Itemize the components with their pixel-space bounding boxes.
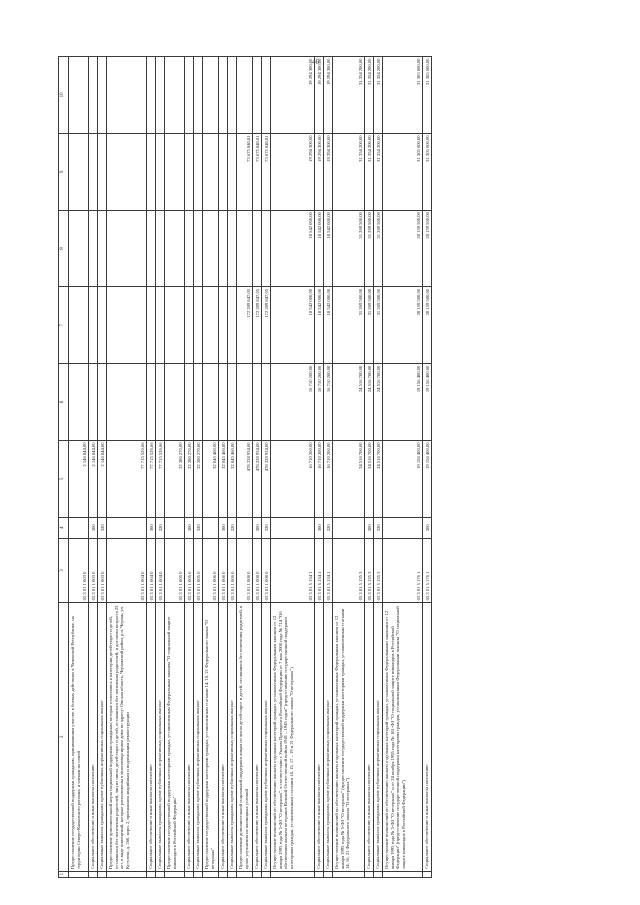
table-cell-c10: 19 294 300,00 [271, 57, 315, 134]
table-cell-c2: Социальные выплаты гражданам, кроме публичных нормативных социальных выплат [374, 602, 383, 871]
table-cell-c3: 05 3 01 5 176 1 [423, 538, 432, 602]
table-cell-c6 [156, 364, 165, 441]
table-cell-c6 [237, 364, 253, 441]
table-row [253, 57, 262, 878]
table-row [315, 57, 324, 878]
table-cell-c5: 22 280 270,00 [194, 440, 203, 517]
table-row [423, 57, 432, 878]
table-cell-c10 [194, 57, 203, 134]
table-cell-c4: 300 [185, 517, 194, 538]
table-cell-c3: 05 3 01 5 135 3 [365, 538, 374, 602]
table-cell-blank [237, 871, 253, 877]
table-cell-c8 [147, 210, 156, 287]
table-cell-c9 [98, 133, 107, 210]
table-cell-c6: 16 710 200,00 [324, 364, 333, 441]
table-cell-c5: 24 516 700,00 [365, 440, 374, 517]
table-cell-c3: 05 3 01 1 005 0 [194, 538, 203, 602]
table-cell-c2: Социальные выплаты гражданам, кроме публичных нормативных социальных выплат [228, 602, 237, 871]
table-cell-c4: 300 [365, 517, 374, 538]
table-cell-c6: 24 516 700,00 [333, 364, 365, 441]
table-cell-c6 [107, 364, 147, 441]
table-cell-c7 [194, 287, 203, 364]
table-cell-c8: 18 542 000,00 [315, 210, 324, 287]
table-cell-c5: 19 156 400,00 [423, 440, 432, 517]
table-cell-c3: 05 3 01 5 134 1 [324, 538, 333, 602]
table-cell-blank [98, 871, 107, 877]
table-cell-c8: 31 269 500,00 [333, 210, 365, 287]
table-cell-c8 [69, 210, 89, 287]
table-cell-c8: 18 542 000,00 [271, 210, 315, 287]
table-cell-c6 [98, 364, 107, 441]
header-cell: 6 [59, 364, 69, 441]
table-cell-c10 [69, 57, 89, 134]
table-cell-c6 [219, 364, 228, 441]
table-cell-c8 [194, 210, 203, 287]
table-cell-c4: 320 [262, 517, 271, 538]
table-cell-c7 [147, 287, 156, 364]
table-cell-c8: 31 269 500,00 [365, 210, 374, 287]
table-cell-c9 [156, 133, 165, 210]
table-row [98, 57, 107, 878]
table-cell-c6: 19 156 400,00 [423, 364, 432, 441]
table-cell-c8: 18 542 000,00 [324, 210, 333, 287]
table-cell-c5: 478 228 934,00 [253, 440, 262, 517]
table-cell-c7 [89, 287, 98, 364]
table-cell-c3: 05 3 01 1 006 0 [219, 538, 228, 602]
table-cell-c3: 05 3 01 1 003 0 [98, 538, 107, 602]
table-cell-blank [219, 871, 228, 877]
rotated-page [58, 56, 614, 878]
table-cell-c4: 320 [156, 517, 165, 538]
table-cell-c9 [228, 133, 237, 210]
table-cell-c4 [383, 517, 423, 538]
table-cell-c4: 320 [228, 517, 237, 538]
table-cell-c5: 22 280 270,00 [185, 440, 194, 517]
table-cell-c10: 31 354 200,00 [333, 57, 365, 134]
table-cell-c7 [185, 287, 194, 364]
table-cell-c3: 05 3 01 5 176 1 [383, 538, 423, 602]
table-cell-c4: 320 [374, 517, 383, 538]
table-cell-c7 [203, 287, 219, 364]
table-cell-c6 [69, 364, 89, 441]
table-cell-c6: 19 156 400,00 [383, 364, 423, 441]
table-cell-blank [69, 871, 89, 877]
table-cell-c10 [165, 57, 185, 134]
table-cell-c7 [69, 287, 89, 364]
table-cell-c10: 31 354 200,00 [365, 57, 374, 134]
table-cell-c5: 24 516 700,00 [374, 440, 383, 517]
table-cell-c2: Социальные выплаты гражданам, кроме публичных нормативных социальных выплат [194, 602, 203, 871]
table-cell-c4 [271, 517, 315, 538]
table-cell-c9: 31 354 200,00 [333, 133, 365, 210]
table-cell-c8: 28 159 500,00 [423, 210, 432, 287]
table-cell-c9: 19 294 300,00 [324, 133, 333, 210]
table-cell-c10: 31 354 200,00 [374, 57, 383, 134]
table-cell-c5: 32 045 460,00 [228, 440, 237, 517]
table-cell-c3: 05 3 01 1 003 0 [69, 538, 89, 602]
table-cell-c3: 05 3 01 1 003 0 [89, 538, 98, 602]
table-row [219, 57, 228, 878]
table-cell-c8 [89, 210, 98, 287]
budget-table [58, 56, 432, 878]
table-cell-c8 [262, 210, 271, 287]
table-cell-c5: 16 710 200,00 [324, 440, 333, 517]
table-cell-c5: 24 516 700,00 [333, 440, 365, 517]
table-cell-c4: 300 [147, 517, 156, 538]
table-cell-c9: 73 675 840,81 [253, 133, 262, 210]
table-row [69, 57, 89, 878]
table-cell-c8: 31 269 500,00 [374, 210, 383, 287]
table-cell-c8 [253, 210, 262, 287]
table-cell-c5: 77 715 526,66 [156, 440, 165, 517]
table-row [107, 57, 147, 878]
table-cell-c9: 31 305 600,00 [423, 133, 432, 210]
table-cell-c2: Социальное обеспечение и иные выплаты населению [423, 602, 432, 871]
table-cell-blank [333, 871, 365, 877]
table-cell-c9: 19 294 300,00 [271, 133, 315, 210]
table-cell-c6: 16 710 200,00 [271, 364, 315, 441]
table-cell-c3: 05 3 01 5 135 3 [374, 538, 383, 602]
table-row [203, 57, 219, 878]
table-cell-c4: 320 [324, 517, 333, 538]
table-cell-blank [185, 871, 194, 877]
table-cell-c2: Социальное обеспечение и иные выплаты населению [89, 602, 98, 871]
table-cell-c3: 05 3 01 1 005 0 [165, 538, 185, 602]
table-cell-c9: 31 305 600,00 [383, 133, 423, 210]
table-cell-c5: 2 146 844,00 [89, 440, 98, 517]
table-cell-c7: 18 542 000,00 [271, 287, 315, 364]
table-cell-c10 [237, 57, 253, 134]
table-cell-c7: 172 289 847,05 [253, 287, 262, 364]
table-cell-c3: 05 3 01 5 134 1 [315, 538, 324, 602]
table-cell-c7: 172 289 847,05 [237, 287, 253, 364]
table-cell-c3: 05 3 01 1 005 0 [185, 538, 194, 602]
table-row [333, 57, 365, 878]
table-cell-c5: 2 146 844,00 [98, 440, 107, 517]
table-cell-c8 [107, 210, 147, 287]
table-cell-c3: 05 3 01 1 008 0 [262, 538, 271, 602]
table-row [165, 57, 185, 878]
table-cell-c6: 24 516 700,00 [374, 364, 383, 441]
table-cell-c9 [89, 133, 98, 210]
table-cell-c10 [98, 57, 107, 134]
table-row [228, 57, 237, 878]
table-cell-c7: 18 542 000,00 [324, 287, 333, 364]
table-row [185, 57, 194, 878]
table-cell-c2: Осуществление полномочий по обеспечению жильем отдельных категорий граждан, установленных Федеральным законом от 12 января 1995 года № 5-ФЗ "О ветеранах", в соответствии с Указом Президента Российской Федерации от 7 мая 2008 года № 714 "Об обеспечении жильем ветеранов Великой Отечественной войны 1941 – 1945 годов" (предоставление государственной поддержки категориям граждан, установленным статьями 14, 15, 17 – 19 и 21 Федерального закона "О ветеранах") [271, 602, 315, 871]
table-cell-blank [262, 871, 271, 877]
table-cell-c4: 300 [253, 517, 262, 538]
table-cell-c2: Социальное обеспечение и иные выплаты населению [365, 602, 374, 871]
table-cell-c2: Социальные выплаты гражданам, кроме публичных нормативных социальных выплат [262, 602, 271, 871]
table-cell-c9 [69, 133, 89, 210]
table-row [156, 57, 165, 878]
table-cell-c5: 478 228 934,00 [237, 440, 253, 517]
table-cell-c4: 320 [98, 517, 107, 538]
table-row [374, 57, 383, 878]
table-cell-c10: 31 305 600,00 [383, 57, 423, 134]
table-row [262, 57, 271, 878]
table-cell-c9: 31 354 200,00 [365, 133, 374, 210]
table-cell-c7 [156, 287, 165, 364]
table-cell-c10 [253, 57, 262, 134]
table-cell-c3: 05 3 01 1 006 0 [228, 538, 237, 602]
header-cell: 8 [59, 210, 69, 287]
table-cell-c2: Социальное обеспечение и иные выплаты населению [315, 602, 324, 871]
table-cell-c9: 31 354 200,00 [374, 133, 383, 210]
header-cell: 9 [59, 133, 69, 210]
table-cell-c7 [98, 287, 107, 364]
table-cell-c7: 28 159 500,00 [383, 287, 423, 364]
table-cell-c7: 18 542 000,00 [315, 287, 324, 364]
table-cell-c2: Предоставление государственной поддержки категориям граждан, установленным статьями 14, 16, 21 Федерального закона "О ветеранах" [203, 602, 219, 871]
table-cell-c6 [147, 364, 156, 441]
header-cell: 7 [59, 287, 69, 364]
table-cell-c8 [156, 210, 165, 287]
table-row [89, 57, 98, 878]
table-cell-c9 [194, 133, 203, 210]
table-cell-blank [107, 871, 147, 877]
table-cell-c6 [89, 364, 98, 441]
table-row [237, 57, 253, 878]
table-row [271, 57, 315, 878]
table-cell-c9: 73 675 840,81 [262, 133, 271, 210]
table-row [147, 57, 156, 878]
table-cell-c4: 300 [315, 517, 324, 538]
table-cell-blank [156, 871, 165, 877]
table-cell-blank [374, 871, 383, 877]
table-cell-c8 [219, 210, 228, 287]
table-cell-blank [365, 871, 374, 877]
table-cell-c10 [156, 57, 165, 134]
table-cell-c9: 19 294 300,00 [315, 133, 324, 210]
table-row [365, 57, 374, 878]
table-cell-c5: 16 710 200,00 [315, 440, 324, 517]
table-cell-c4: 300 [219, 517, 228, 538]
table-cell-c10 [228, 57, 237, 134]
table-cell-c2: Социальное обеспечение и иные выплаты населению [147, 602, 156, 871]
table-cell-c5: 478 228 934,00 [262, 440, 271, 517]
table-cell-c2: Предоставление дополнительной социальной поддержки лицам из числа детей-сирот и детей, оставшихся без попечения родителей, в целях улучшения их жилищных условий [237, 602, 253, 871]
table-cell-c2: Социальные выплаты гражданам, кроме публичных нормативных социальных выплат [324, 602, 333, 871]
table-cell-c8 [203, 210, 219, 287]
table-cell-c9: 73 675 840,81 [237, 133, 253, 210]
table-cell-c9 [185, 133, 194, 210]
table-cell-c6: 16 710 200,00 [315, 364, 324, 441]
table-cell-c6 [185, 364, 194, 441]
table-cell-blank [203, 871, 219, 877]
table-cell-c2: Социальное обеспечение и иные выплаты населению [219, 602, 228, 871]
header-cell: 1 [59, 871, 69, 877]
table-cell-blank [315, 871, 324, 877]
table-cell-c5: 2 146 844,00 [69, 440, 89, 517]
table-row [194, 57, 203, 878]
table-cell-c3: 05 3 01 1 004 0 [156, 538, 165, 602]
table-cell-c8 [165, 210, 185, 287]
table-cell-c5: 16 710 200,00 [271, 440, 315, 517]
table-cell-c7 [228, 287, 237, 364]
table-cell-c7 [219, 287, 228, 364]
table-cell-c6 [194, 364, 203, 441]
table-cell-c4: 300 [89, 517, 98, 538]
table-cell-c5: 22 280 270,00 [165, 440, 185, 517]
table-cell-c5: 19 156 400,00 [383, 440, 423, 517]
table-cell-c7: 31 269 500,00 [365, 287, 374, 364]
table-cell-c4 [69, 517, 89, 538]
header-cell: 2 [59, 602, 69, 871]
header-row [59, 57, 69, 878]
table-cell-c3: 05 3 01 1 006 0 [203, 538, 219, 602]
table-cell-blank [271, 871, 315, 877]
table-cell-c3: 05 3 01 5 135 3 [333, 538, 365, 602]
table-cell-c4 [165, 517, 185, 538]
table-cell-c7 [107, 287, 147, 364]
table-cell-c9 [147, 133, 156, 210]
table-cell-c2: Осуществление полномочий по обеспечению жильем отдельных категорий граждан, установленных Федеральным законом от 12 января 1995 года № 5-ФЗ "О ветеранах" (предоставление государственной поддержки категориям граждан, установленным статьями 14, 16, 21 Федерального закона "О ветеранах") [333, 602, 365, 871]
table-cell-c6 [203, 364, 219, 441]
table-cell-c2: Социальное обеспечение и иные выплаты населению [253, 602, 262, 871]
header-cell: 10 [59, 57, 69, 134]
table-cell-c9 [107, 133, 147, 210]
page-number: 46 [312, 58, 319, 66]
table-row [383, 57, 423, 878]
table-cell-c4 [333, 517, 365, 538]
table-cell-c10: 19 294 300,00 [324, 57, 333, 134]
table-cell-blank [194, 871, 203, 877]
table-cell-c10: 31 305 600,00 [423, 57, 432, 134]
table-cell-c6: 24 516 700,00 [365, 364, 374, 441]
table-cell-c10 [203, 57, 219, 134]
table-cell-c2: Предоставление государственной поддержки категориям граждан, установленным Федеральным законом "О социальной защите инвалидов в Российской Федерации" [165, 602, 185, 871]
table-cell-c7: 172 289 847,05 [262, 287, 271, 364]
table-cell-c5: 77 715 526,66 [107, 440, 147, 517]
table-cell-c3: 05 3 01 5 134 1 [271, 538, 315, 602]
table-cell-c10 [219, 57, 228, 134]
table-cell-c3: 05 3 01 1 004 0 [147, 538, 156, 602]
header-cell: 3 [59, 538, 69, 602]
table-cell-c7: 31 269 500,00 [374, 287, 383, 364]
table-cell-blank [324, 871, 333, 877]
table-cell-blank [383, 871, 423, 877]
table-cell-c7: 28 159 500,00 [423, 287, 432, 364]
table-cell-c3: 05 3 01 1 008 0 [237, 538, 253, 602]
table-row [324, 57, 333, 878]
table-cell-c10 [89, 57, 98, 134]
table-cell-c6 [165, 364, 185, 441]
table-cell-c2: Социальные выплаты гражданам, кроме публичных нормативных социальных выплат [156, 602, 165, 871]
header-cell: 5 [59, 440, 69, 517]
table-cell-c2: Осуществление полномочий по обеспечению жильем отдельных категорий граждан, установленных Федеральными законами от 12 января 1995 года № 5-ФЗ "О ветеранах" и от 24 ноября 1995 года № 181-ФЗ "О социальной защите инвалидов в Российской Федерации" (предоставление государственной поддержки категориям граждан, установленным Федеральным законом "О социальной защите инвалидов в Российской Федерации") [383, 602, 423, 871]
table-cell-c4 [107, 517, 147, 538]
table-cell-c8: 28 159 500,00 [383, 210, 423, 287]
table-cell-c8 [237, 210, 253, 287]
table-cell-c8 [185, 210, 194, 287]
table-cell-c8 [98, 210, 107, 287]
table-cell-c10 [262, 57, 271, 134]
table-cell-c10 [185, 57, 194, 134]
table-cell-c5: 32 045 460,00 [203, 440, 219, 517]
table-cell-c7 [165, 287, 185, 364]
table-cell-blank [165, 871, 185, 877]
table-cell-c6 [262, 364, 271, 441]
table-cell-c6 [228, 364, 237, 441]
table-cell-c6 [253, 364, 262, 441]
table-cell-c10 [147, 57, 156, 134]
table-cell-c7: 31 269 500,00 [333, 287, 365, 364]
table-cell-c4: 320 [194, 517, 203, 538]
table-cell-blank [147, 871, 156, 877]
table-cell-c10: 19 294 300,00 [315, 57, 324, 134]
table-cell-c3: 05 3 01 1 008 0 [253, 538, 262, 602]
table-cell-c8 [228, 210, 237, 287]
table-cell-blank [253, 871, 262, 877]
table-cell-c3: 05 3 01 1 004 0 [107, 538, 147, 602]
table-cell-c4: 300 [423, 517, 432, 538]
table-cell-c9 [219, 133, 228, 210]
table-cell-c5: 32 045 460,00 [219, 440, 228, 517]
table-cell-c4 [237, 517, 253, 538]
table-cell-c2: Предоставление государственной поддержки гражданам, принимавшим участие в боевых действиях в Чеченской Республике, на территории Северо-Кавказского региона, и членам их семей [69, 602, 89, 871]
table-cell-c2: Предоставление дополнительной меры социальной поддержки гражданам, которые относились к категории детей-сирот и детей, оставшихся без попечения родителей, лиц из числа детей-сирот и детей, оставшихся без попечения родителей, и достигли возраста 23 лет, в виде помещений, которые расположены в многоквартирном доме по адресу: Омская область, Черлакский район, р.п. Черлак, ул. Кутузова, д. 260, корп. 2, признанном аварийным и подлежащим реконструкции [107, 602, 147, 871]
table-cell-c2: Социальные выплаты гражданам, кроме публичных нормативных социальных выплат [98, 602, 107, 871]
table-cell-blank [423, 871, 432, 877]
table-cell-c10 [107, 57, 147, 134]
table-cell-c9 [203, 133, 219, 210]
table-cell-c2: Социальное обеспечение и иные выплаты населению [185, 602, 194, 871]
table-cell-c4 [203, 517, 219, 538]
table-cell-c5: 77 715 526,66 [147, 440, 156, 517]
table-cell-blank [89, 871, 98, 877]
header-cell: 4 [59, 517, 69, 538]
table-cell-blank [228, 871, 237, 877]
table-cell-c9 [165, 133, 185, 210]
